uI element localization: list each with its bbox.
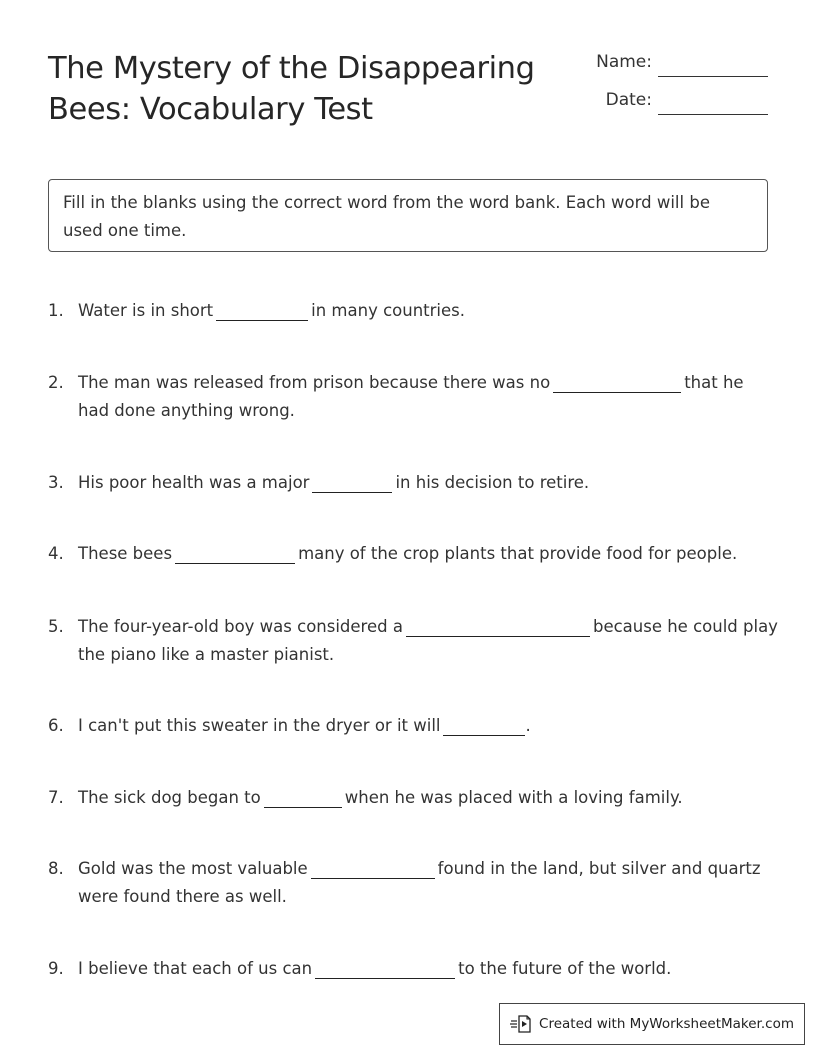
question-text-before: Water is in short [78,301,214,320]
question-text-before: The man was released from prison because there was no [78,373,551,392]
question-text-after: to the future of the world. [458,959,672,978]
question-text-before: I can't put this sweater in the dryer or it will [78,716,441,735]
question-text [78,784,778,812]
answer-blank[interactable] [311,877,435,879]
question-text [78,712,778,740]
question-text [78,369,778,425]
page-title: The Mystery of the Disappearing Bees: Vocabulary Test [48,51,535,127]
question-text-before: The four-year-old boy was considered a [78,617,403,636]
question-text [78,469,778,497]
question-number: 8. [48,859,64,878]
answer-blank[interactable] [216,319,308,321]
answer-blank[interactable] [315,977,455,979]
footer-text: Created with MyWorksheetMaker.com [539,1016,794,1032]
question-number: 9. [48,959,64,978]
question-text-after: many of the crop plants that provide food for people. [298,544,738,563]
question-text [78,955,778,983]
question-text-before: The sick dog began to [78,788,261,807]
worksheet-maker-logo-icon [510,1014,532,1034]
question-number: 3. [48,473,64,492]
question-text-before: I believe that each of us can [78,959,313,978]
answer-blank[interactable] [553,391,681,393]
question-number: 2. [48,373,64,392]
question-text-after: because he could play the piano like a master pianist. [78,617,778,664]
question-text-before: These bees [78,544,173,563]
name-field-line[interactable] [658,76,768,77]
footer-credit[interactable] [499,1003,805,1045]
question-text-after: in many countries. [311,301,465,320]
answer-blank[interactable] [406,635,590,637]
question-text-after: found in the land, but silver and quartz were found there as well. [78,859,761,906]
instructions-box: Fill in the blanks using the correct word from the word bank. Each word will be used one time. [48,179,768,252]
answer-blank[interactable] [175,562,295,564]
question-text-before: His poor health was a major [78,473,310,492]
question-text [78,613,778,669]
question-number: 4. [48,544,64,563]
question-text-after: that he had done anything wrong. [78,373,744,420]
date-label: Date: [605,90,652,110]
question-text-before: Gold was the most valuable [78,859,308,878]
answer-blank[interactable] [312,491,392,493]
question-text-after: . [525,716,531,735]
answer-blank[interactable] [264,806,342,808]
question-text-after: when he was placed with a loving family. [344,788,683,807]
date-field-line[interactable] [658,114,768,115]
name-label: Name: [596,52,652,72]
question-text [78,540,778,568]
question-text-after: in his decision to retire. [395,473,590,492]
question-number: 1. [48,301,64,320]
question-number: 7. [48,788,64,807]
question-text [78,855,778,911]
answer-blank[interactable] [443,734,525,736]
question-number: 5. [48,617,64,636]
question-text [78,297,778,325]
question-number: 6. [48,716,64,735]
